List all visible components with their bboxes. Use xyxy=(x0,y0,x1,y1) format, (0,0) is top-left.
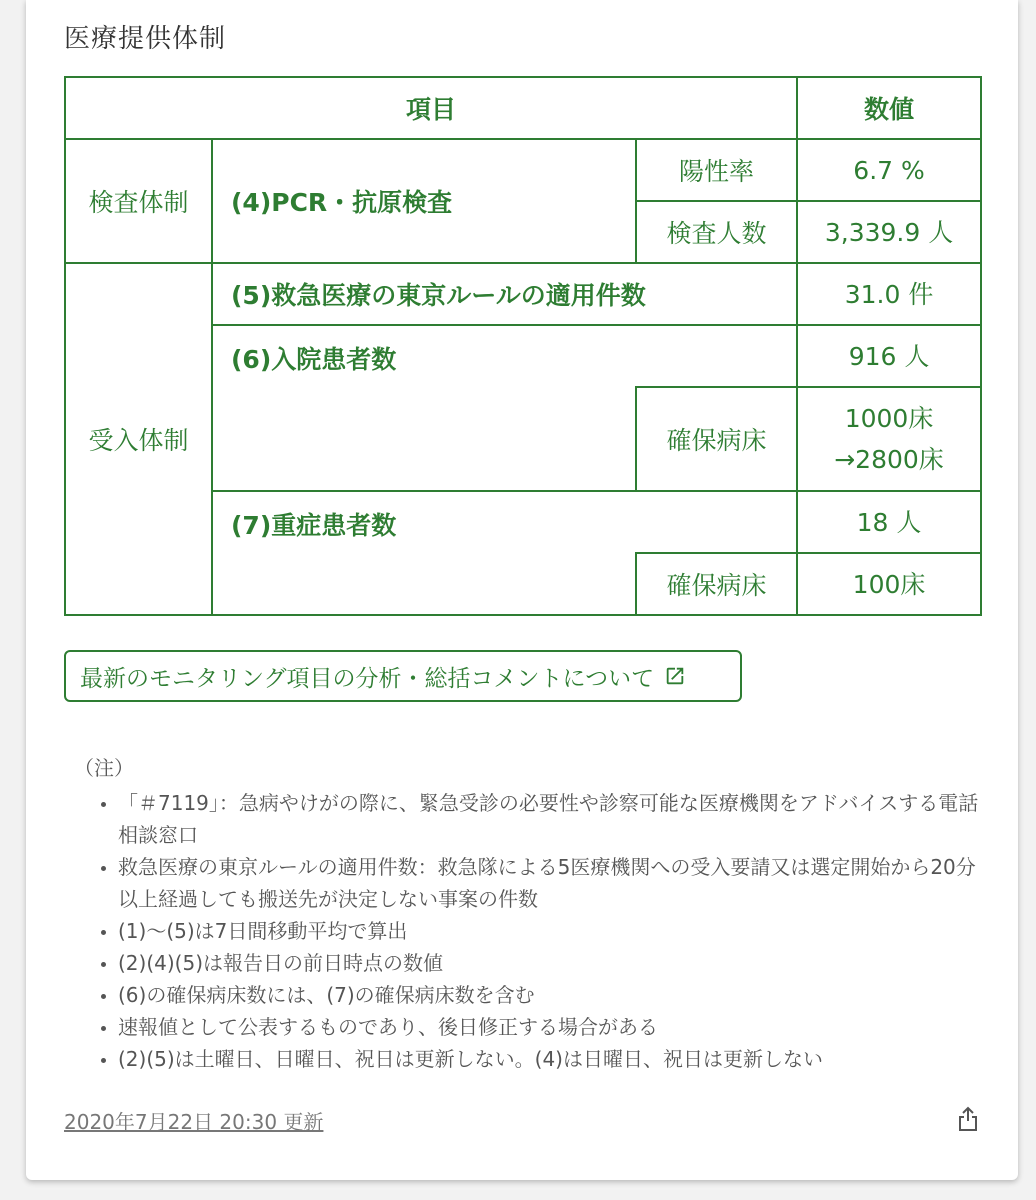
note-item: • (2)(5)は土曜日、日曜日、祝日は更新しない。(4)は日曜日、祝日は更新しない xyxy=(118,1043,989,1075)
item-hospitalized: (6)入院患者数 xyxy=(212,325,797,387)
monitoring-card xyxy=(26,0,1018,1180)
value-positive-rate: 6.7 % xyxy=(797,139,981,201)
share-icon[interactable] xyxy=(956,1106,980,1132)
label-severe-beds: 確保病床 xyxy=(636,553,797,615)
card-title: 医療提供体制 xyxy=(64,24,227,54)
label-hospital-beds: 確保病床 xyxy=(636,387,797,491)
external-link-icon xyxy=(664,665,686,687)
item-tokyo-rule: (5)救急医療の東京ルールの適用件数 xyxy=(212,263,797,325)
analysis-comment-link[interactable] xyxy=(64,650,742,702)
hospitalized-spacer xyxy=(212,387,636,491)
value-hospital-beds xyxy=(797,387,981,491)
header-item: 項目 xyxy=(65,77,797,139)
value-hospitalized: 916 人 xyxy=(797,325,981,387)
value-tested-count: 3,339.9 人 xyxy=(797,201,981,263)
category-testing: 検査体制 xyxy=(65,139,212,263)
category-acceptance: 受入体制 xyxy=(65,263,212,615)
note-item: • (1)〜(5)は7日間移動平均で算出 xyxy=(118,915,989,947)
value-hospital-beds-line2: →2800床 xyxy=(834,445,944,474)
medical-system-table xyxy=(64,76,982,616)
value-severe: 18 人 xyxy=(797,491,981,553)
note-item: • (2)(4)(5)は報告日の前日時点の数値 xyxy=(118,947,989,979)
value-tokyo-rule: 31.0 件 xyxy=(797,263,981,325)
severe-spacer xyxy=(212,553,636,615)
notes-section xyxy=(74,752,989,1075)
note-item: • 速報値として公表するものであり、後日修正する場合がある xyxy=(118,1011,989,1043)
value-hospital-beds-line1: 1000床 xyxy=(844,404,934,433)
last-updated-link[interactable]: 2020年7月22日 20:30 更新 xyxy=(64,1110,324,1134)
item-pcr-antigen: (4)PCR・抗原検査 xyxy=(212,139,636,263)
notes-heading: （注） xyxy=(74,756,134,780)
label-tested-count: 検査人数 xyxy=(636,201,797,263)
note-item: • 「＃7119」：急病やけがの際に、緊急受診の必要性や診察可能な医療機関をアドバイスする電話相談窓口 xyxy=(118,787,989,851)
label-positive-rate: 陽性率 xyxy=(636,139,797,201)
notes-list xyxy=(74,787,989,1075)
header-value: 数値 xyxy=(797,77,981,139)
item-severe: (7)重症患者数 xyxy=(212,491,797,553)
value-severe-beds: 100床 xyxy=(797,553,981,615)
note-item: • 救急医療の東京ルールの適用件数：救急隊による5医療機関への受入要請又は選定開始から20分以上経過しても搬送先が決定しない事案の件数 xyxy=(118,851,989,915)
note-item: • (6)の確保病床数には、(7)の確保病床数を含む xyxy=(118,979,989,1011)
analysis-comment-label: 最新のモニタリング項目の分析・総括コメントについて xyxy=(80,665,655,692)
